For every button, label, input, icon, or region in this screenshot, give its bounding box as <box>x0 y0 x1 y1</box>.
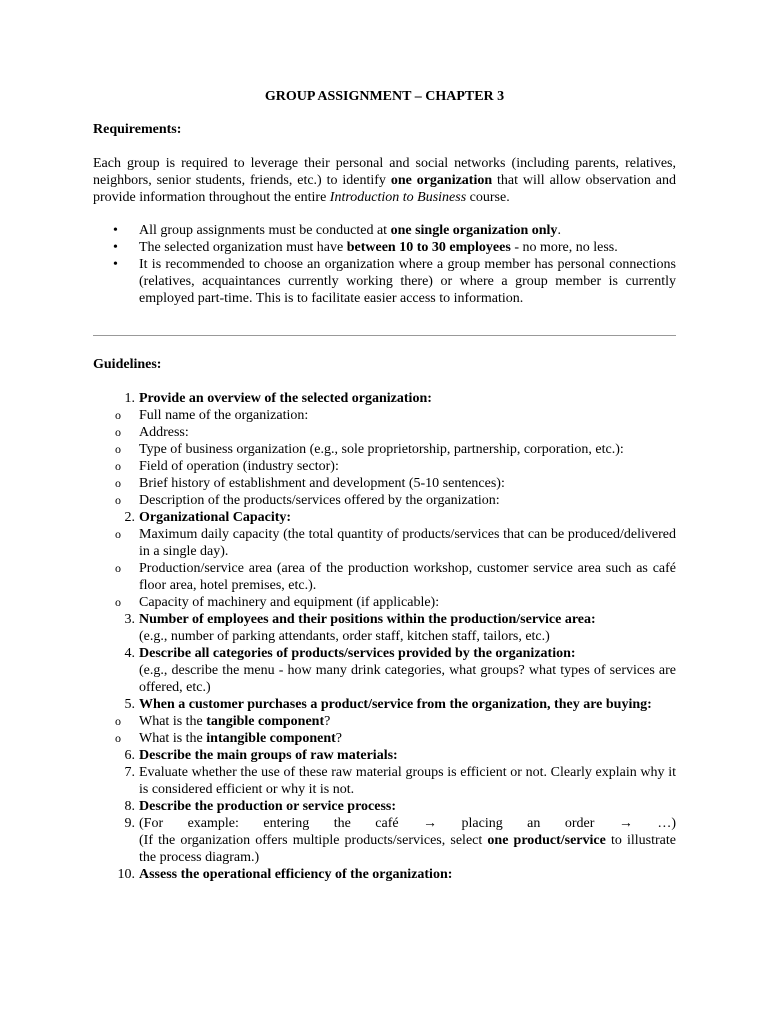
item-number: 6. <box>124 748 135 763</box>
sub-item: o Production/service area (area of the production workshop, customer service area such as café floor area, hotel premises, etc.). <box>115 561 676 593</box>
item-number: 3. <box>124 612 135 627</box>
circle-bullet-icon: o <box>115 459 121 473</box>
sub-item: o Full name of the organization: <box>115 408 309 423</box>
sub-item: o What is the intangible component? <box>115 731 342 746</box>
item-text: (For example: entering the café → placing an order → …) <box>139 816 676 831</box>
guideline-item-3 <box>93 611 676 645</box>
sub-list <box>93 407 676 509</box>
sub-item: o Field of operation (industry sector): <box>115 459 339 474</box>
sub-item: o What is the tangible component? <box>115 714 331 729</box>
document-title: GROUP ASSIGNMENT – CHAPTER 3 <box>264 89 505 104</box>
item-number: 8. <box>124 799 135 814</box>
section-divider <box>93 335 676 336</box>
list-item: • The selected organization must have between 10 to 30 employees - no more, no less. <box>113 240 618 255</box>
requirements-list <box>93 222 676 307</box>
sub-list <box>93 526 676 611</box>
circle-bullet-icon: o <box>115 561 121 575</box>
item-number: 7. <box>124 765 135 780</box>
circle-bullet-icon: o <box>115 442 121 456</box>
item-title: Describe the main groups of raw materials: <box>139 748 398 763</box>
guidelines-heading: Guidelines: <box>93 357 162 372</box>
circle-bullet-icon: o <box>115 527 121 541</box>
sub-item: o Capacity of machinery and equipment (if applicable): <box>115 595 440 610</box>
item-title: Organizational Capacity: <box>139 510 292 525</box>
sub-item: o Maximum daily capacity (the total quantity of products/services that can be produced/delivered in a single day). <box>115 527 676 559</box>
item-number: 1. <box>124 391 135 406</box>
item-number: 9. <box>124 816 135 831</box>
guidelines-list <box>93 390 676 883</box>
list-item: • It is recommended to choose an organization where a group member has personal connections (relatives, acquaintances currently working there) or where a group member is currently employed part-time. This is to facilitate easier access to information. <box>113 257 676 306</box>
sub-item: o Type of business organization (e.g., sole proprietorship, partnership, corporation, etc.): <box>115 442 624 457</box>
guideline-item-9 <box>93 815 676 866</box>
item-title: Number of employees and their positions within the production/service area: <box>139 612 596 627</box>
circle-bullet-icon: o <box>115 476 121 490</box>
guideline-item-7 <box>93 764 676 798</box>
bullet-icon: • <box>113 223 118 238</box>
sub-item: o Brief history of establishment and development (5-10 sentences): <box>115 476 505 491</box>
circle-bullet-icon: o <box>115 714 121 728</box>
item-number: 2. <box>124 510 135 525</box>
guideline-item-8 <box>93 798 676 815</box>
guideline-item-10 <box>93 866 676 883</box>
sub-item: o Address: <box>115 425 189 440</box>
document-page <box>93 88 676 883</box>
bullet-icon: • <box>113 240 118 255</box>
guideline-item-5 <box>93 696 676 747</box>
item-number: 5. <box>124 697 135 712</box>
requirements-intro: Each group is required to leverage their personal and social networks (including parents, relatives, neighbors, senior students, friends, etc.) to identify one organization that will allow observation and provide information throughout the entire Introduction to Business course. <box>93 156 676 205</box>
bullet-icon: • <box>113 257 118 272</box>
circle-bullet-icon: o <box>115 408 121 422</box>
item-title: Describe all categories of products/services provided by the organization: <box>139 646 576 661</box>
circle-bullet-icon: o <box>115 425 121 439</box>
sub-list <box>93 713 676 747</box>
item-number: 4. <box>124 646 135 661</box>
item-number: 10. <box>117 867 135 882</box>
item-note: (e.g., describe the menu - how many drink categories, what groups? what types of services are offered, etc.) <box>139 663 676 695</box>
circle-bullet-icon: o <box>115 731 121 745</box>
circle-bullet-icon: o <box>115 493 121 507</box>
circle-bullet-icon: o <box>115 595 121 609</box>
item-note: (e.g., number of parking attendants, order staff, kitchen staff, tailors, etc.) <box>139 629 550 644</box>
item-text: Evaluate whether the use of these raw material groups is efficient or not. Clearly explain why it is considered efficient or why it is not. <box>139 765 676 797</box>
item-title: Describe the production or service process: <box>139 799 397 814</box>
item-title: Provide an overview of the selected organization: <box>139 391 432 406</box>
guideline-item-6 <box>93 747 676 764</box>
sub-item: o Description of the products/services offered by the organization: <box>115 493 500 508</box>
item-note: (If the organization offers multiple products/services, select one product/service to illustrate the process diagram.) <box>139 833 676 865</box>
guideline-item-2 <box>93 509 676 611</box>
item-title: When a customer purchases a product/service from the organization, they are buying: <box>139 697 652 712</box>
requirements-heading: Requirements: <box>93 122 182 137</box>
guideline-item-4 <box>93 645 676 696</box>
item-title: Assess the operational efficiency of the organization: <box>139 867 453 882</box>
guideline-item-1 <box>93 390 676 509</box>
list-item: • All group assignments must be conducted at one single organization only. <box>113 223 561 238</box>
